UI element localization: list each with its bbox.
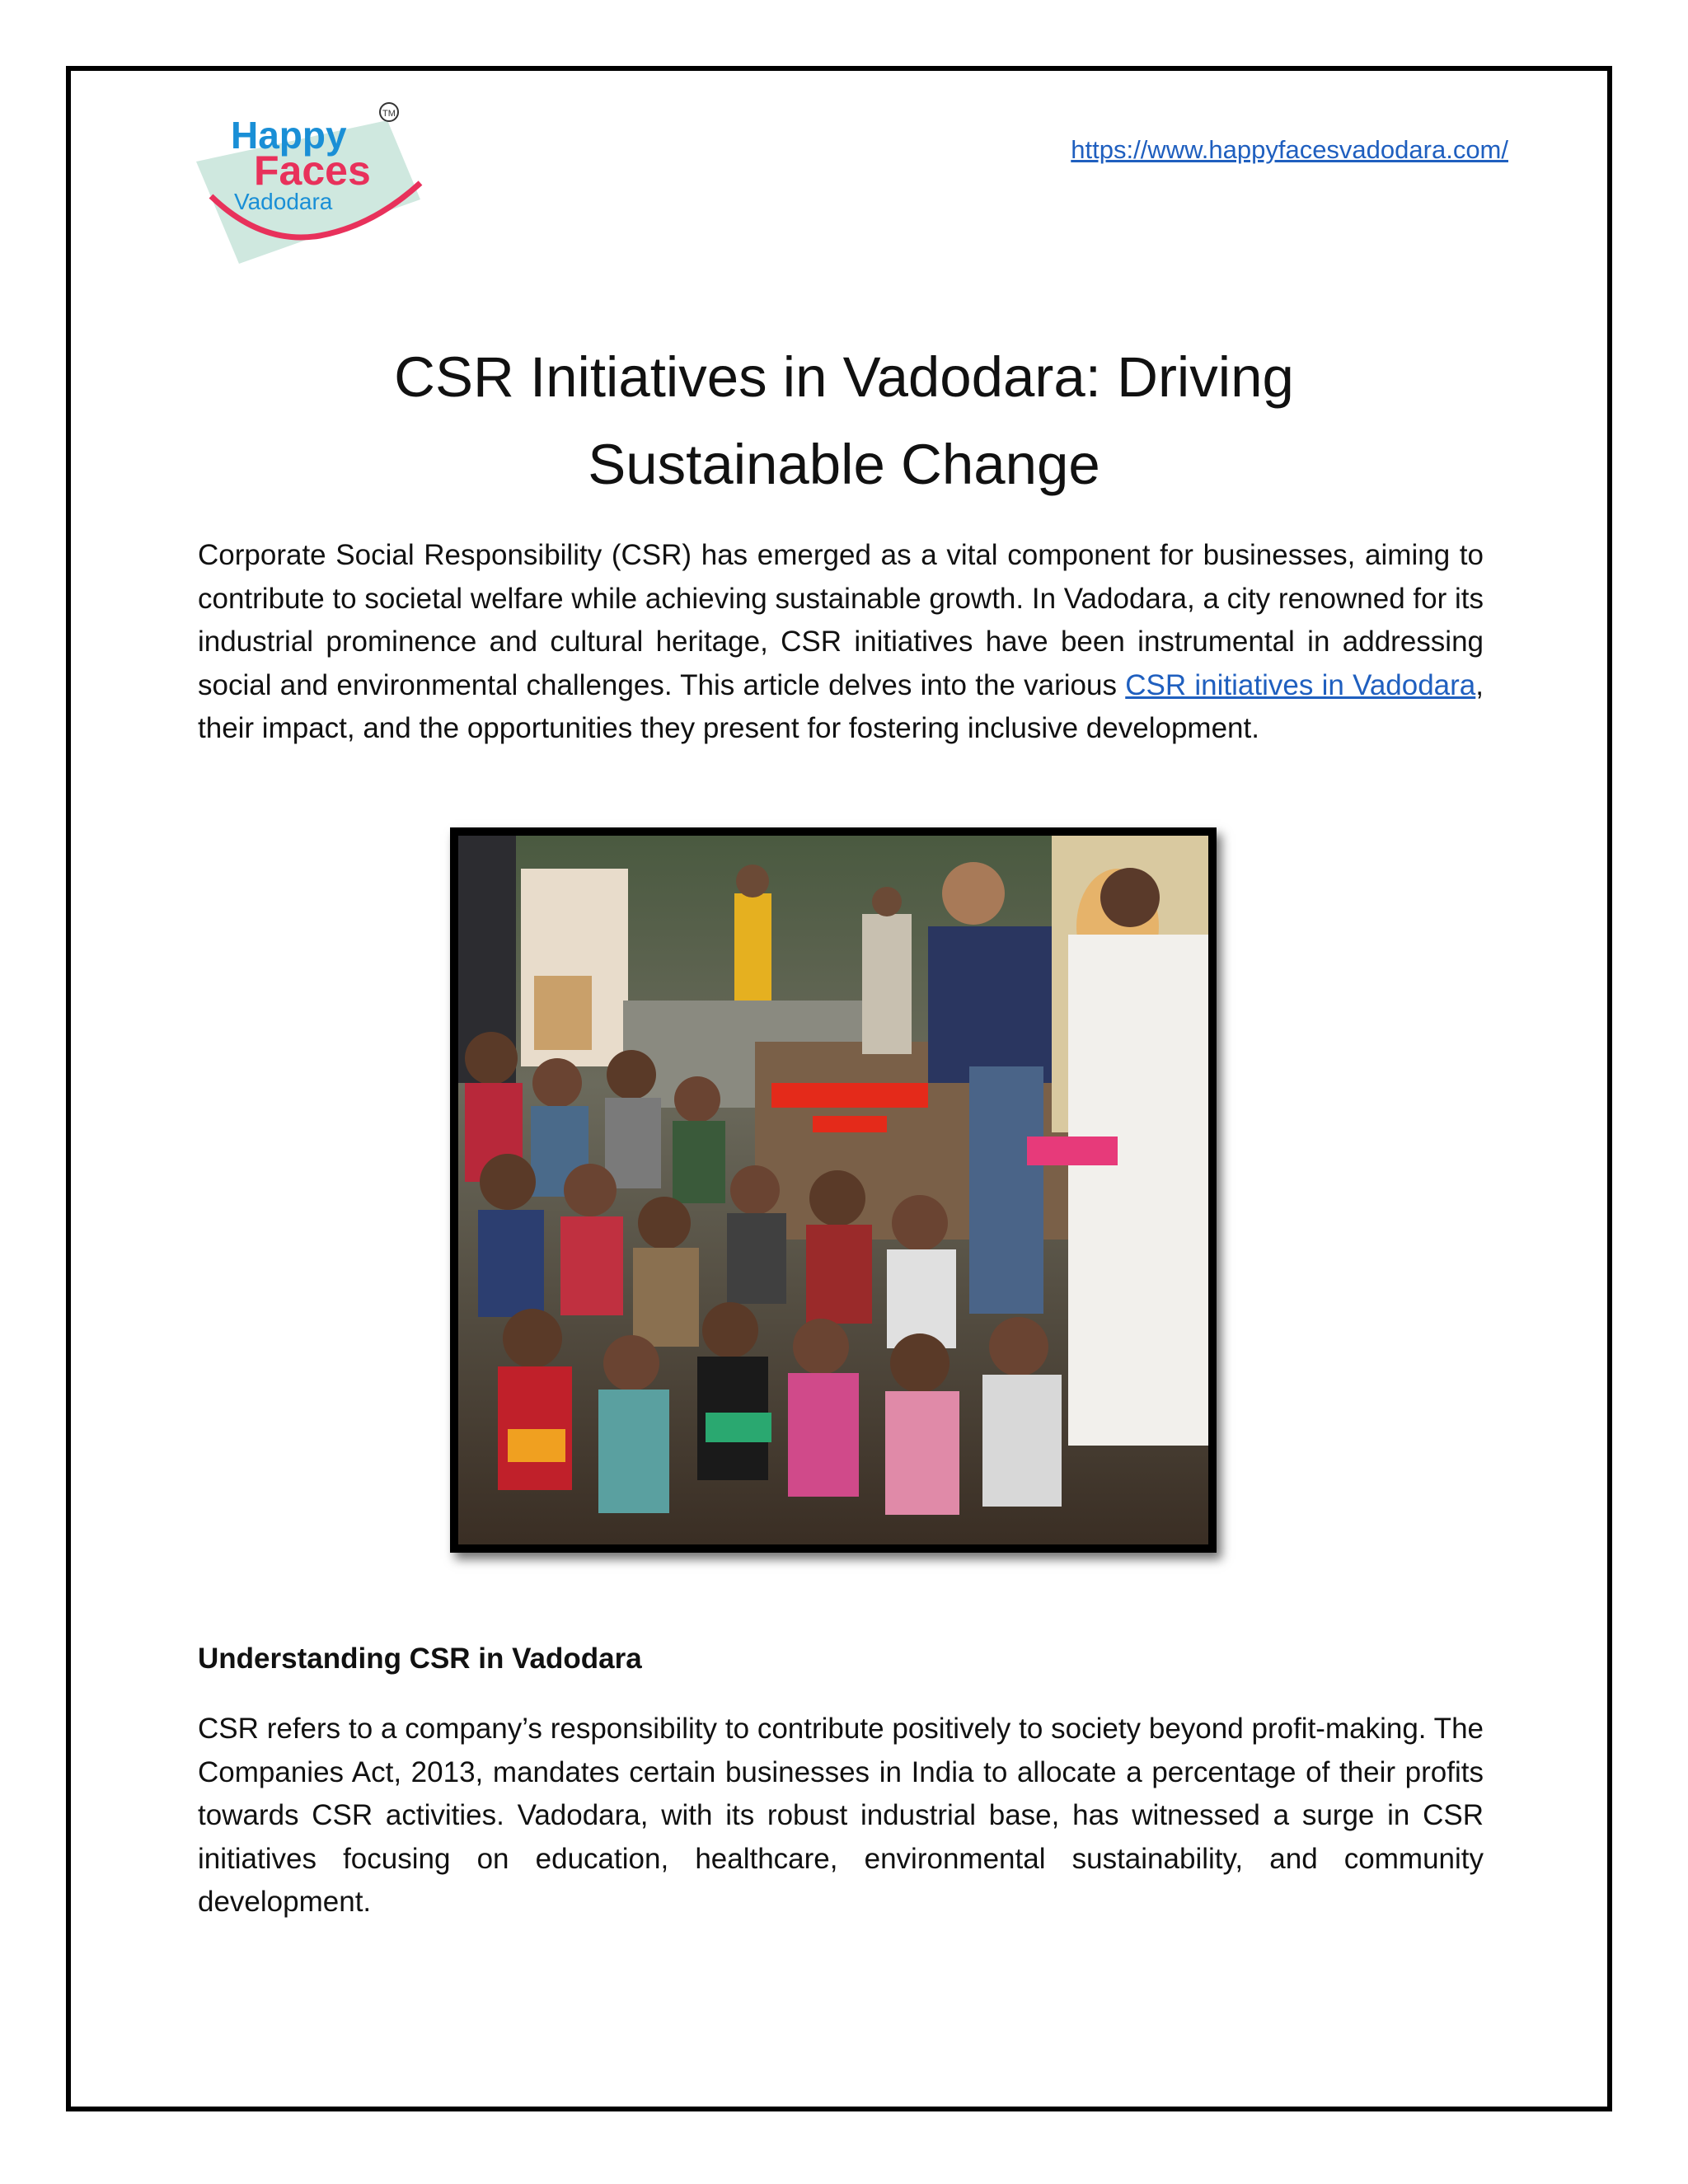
- section-paragraph: CSR refers to a company’s responsibility to contribute positively to society beyond profit-making. The Companies Act, 2013, mandates certain businesses in India to allocate a percentage of their profits towards CSR activities. Vadodara, with its robust industrial base, has witnessed a surge in CSR initiatives focusing on education, healthcare, environmental sustainability, and community development.: [198, 1713, 1484, 1918]
- csr-initiatives-link[interactable]: CSR initiatives in Vadodara: [1125, 668, 1476, 701]
- logo-happy-text: Happy: [231, 114, 347, 157]
- happy-faces-logo[interactable]: [196, 97, 435, 270]
- trademark-symbol: TM: [382, 109, 396, 119]
- intro-paragraph: [198, 534, 1484, 751]
- title-line-1: CSR Initiatives in Vadodara: Driving: [394, 345, 1294, 409]
- website-link[interactable]: https://www.happyfacesvadodara.com/: [1071, 135, 1508, 164]
- children-gathering-photo: [458, 836, 1208, 1544]
- logo-faces-text: Faces: [254, 148, 371, 194]
- article-title: [198, 334, 1490, 509]
- intro-text-end: , their impact, and the opportunities they present for fostering inclusive development.: [198, 668, 1484, 744]
- intro-text: Corporate Social Responsibility (CSR) has emerged as a vital component for businesses, aiming to contribute to societal welfare while achieving sustainable growth. In Vadodara, a city renowned for its industrial prominence and cultural heritage, CSR initiatives have been instrumental in addressing social and environmental challenges. This article delves into the various: [198, 539, 1484, 701]
- section-heading: Understanding CSR in Vadodara: [198, 1643, 642, 1675]
- article-photo: [450, 827, 1217, 1553]
- logo-vadodara-text: Vadodara: [234, 189, 333, 214]
- title-line-2: Sustainable Change: [588, 433, 1100, 496]
